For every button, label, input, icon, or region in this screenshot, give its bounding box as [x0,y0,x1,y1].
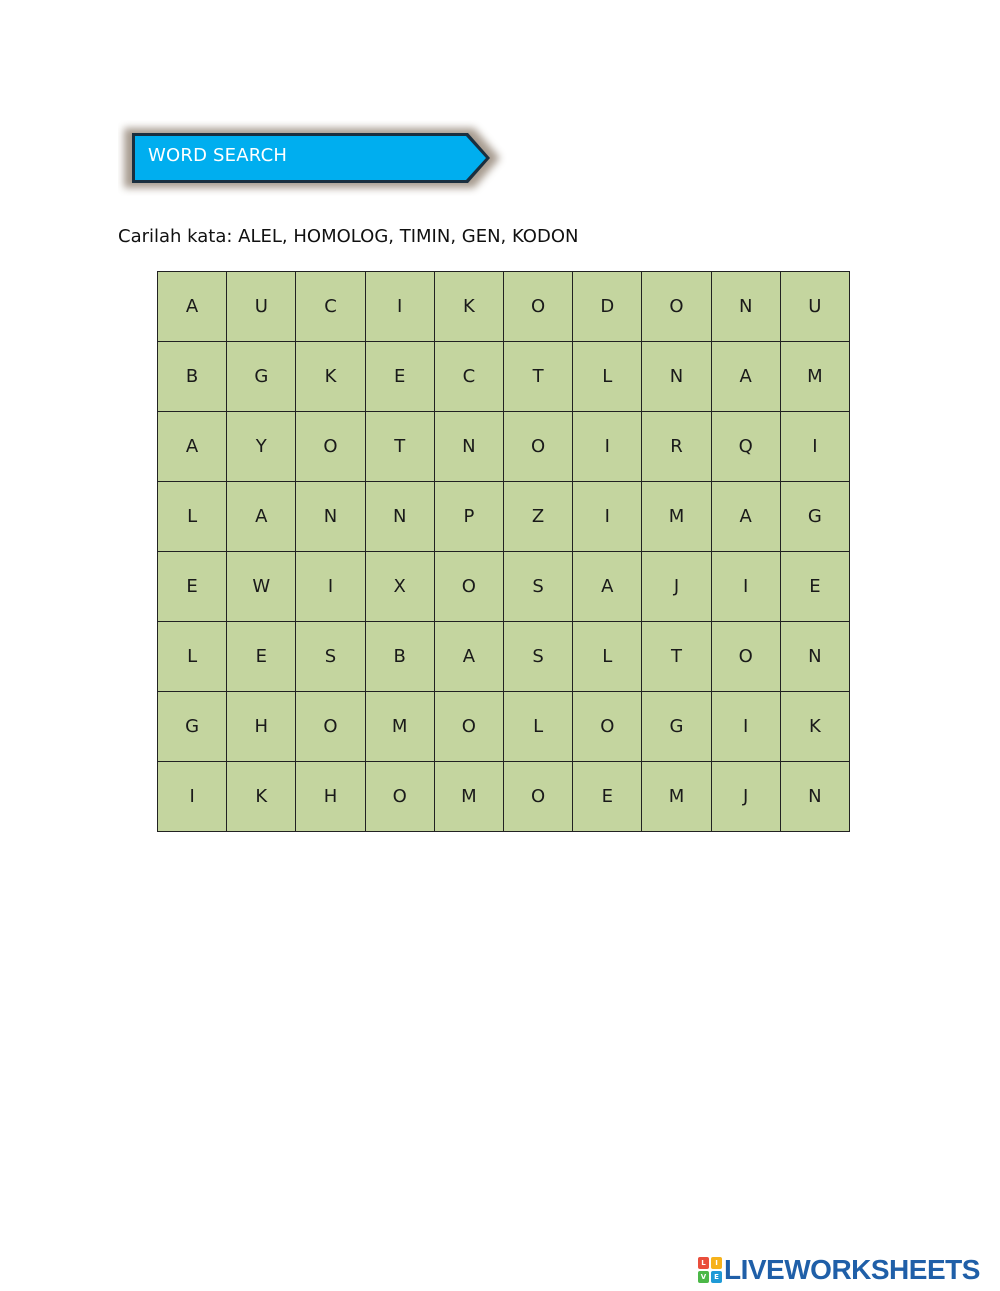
grid-cell-r7-c8[interactable]: G [642,692,711,762]
grid-cell-r8-c7[interactable]: E [573,762,642,832]
grid-cell-r6-c8[interactable]: T [642,622,711,692]
grid-cell-r7-c2[interactable]: H [227,692,296,762]
grid-cell-r1-c10[interactable]: U [781,272,850,342]
grid-cell-r7-c5[interactable]: O [435,692,504,762]
word-search-grid [157,271,850,832]
grid-cell-r7-c7[interactable]: O [573,692,642,762]
grid-cell-r3-c4[interactable]: T [366,412,435,482]
grid-cell-r1-c6[interactable]: O [504,272,573,342]
grid-cell-r5-c1[interactable]: E [158,552,227,622]
grid-cell-r2-c10[interactable]: M [781,342,850,412]
logo-mark-square: L [698,1257,709,1269]
grid-cell-r3-c5[interactable]: N [435,412,504,482]
grid-cell-r3-c6[interactable]: O [504,412,573,482]
grid-cell-r6-c6[interactable]: S [504,622,573,692]
grid-cell-r7-c4[interactable]: M [366,692,435,762]
grid-cell-r4-c10[interactable]: G [781,482,850,552]
grid-cell-r4-c6[interactable]: Z [504,482,573,552]
grid-cell-r6-c7[interactable]: L [573,622,642,692]
grid-cell-r8-c5[interactable]: M [435,762,504,832]
grid-cell-r1-c5[interactable]: K [435,272,504,342]
grid-cell-r5-c5[interactable]: O [435,552,504,622]
grid-cell-r5-c7[interactable]: A [573,552,642,622]
grid-cell-r1-c4[interactable]: I [366,272,435,342]
grid-cell-r6-c9[interactable]: O [712,622,781,692]
grid-cell-r2-c3[interactable]: K [296,342,365,412]
grid-cell-r2-c9[interactable]: A [712,342,781,412]
grid-cell-r2-c6[interactable]: T [504,342,573,412]
grid-cell-r8-c6[interactable]: O [504,762,573,832]
grid-cell-r4-c4[interactable]: N [366,482,435,552]
grid-cell-r1-c7[interactable]: D [573,272,642,342]
grid-cell-r6-c10[interactable]: N [781,622,850,692]
grid-cell-r3-c2[interactable]: Y [227,412,296,482]
title-banner [118,120,508,196]
grid-cell-r2-c4[interactable]: E [366,342,435,412]
grid-cell-r8-c1[interactable]: I [158,762,227,832]
grid-cell-r2-c8[interactable]: N [642,342,711,412]
grid-cell-r5-c3[interactable]: I [296,552,365,622]
grid-cell-r6-c4[interactable]: B [366,622,435,692]
grid-cell-r7-c3[interactable]: O [296,692,365,762]
grid-cell-r4-c5[interactable]: P [435,482,504,552]
grid-cell-r8-c9[interactable]: J [712,762,781,832]
grid-cell-r6-c5[interactable]: A [435,622,504,692]
grid-cell-r4-c8[interactable]: M [642,482,711,552]
grid-cell-r4-c9[interactable]: A [712,482,781,552]
grid-cell-r5-c4[interactable]: X [366,552,435,622]
grid-cell-r3-c1[interactable]: A [158,412,227,482]
instruction-text: Carilah kata: ALEL, HOMOLOG, TIMIN, GEN, KODON [118,226,579,247]
grid-cell-r3-c7[interactable]: I [573,412,642,482]
grid-cell-r2-c1[interactable]: B [158,342,227,412]
grid-cell-r6-c2[interactable]: E [227,622,296,692]
grid-cell-r7-c6[interactable]: L [504,692,573,762]
grid-cell-r4-c3[interactable]: N [296,482,365,552]
banner-title: WORD SEARCH [148,145,288,166]
grid-cell-r3-c8[interactable]: R [642,412,711,482]
grid-cell-r5-c6[interactable]: S [504,552,573,622]
grid-cell-r5-c10[interactable]: E [781,552,850,622]
grid-cell-r7-c10[interactable]: K [781,692,850,762]
grid-cell-r8-c4[interactable]: O [366,762,435,832]
grid-cell-r3-c3[interactable]: O [296,412,365,482]
grid-cell-r3-c10[interactable]: I [781,412,850,482]
grid-cell-r6-c1[interactable]: L [158,622,227,692]
grid-cell-r8-c10[interactable]: N [781,762,850,832]
logo-mark-square: V [698,1271,709,1283]
grid-cell-r6-c3[interactable]: S [296,622,365,692]
grid-cell-r5-c8[interactable]: J [642,552,711,622]
grid-cell-r8-c2[interactable]: K [227,762,296,832]
grid-cell-r1-c1[interactable]: A [158,272,227,342]
logo-mark-square: E [711,1271,722,1283]
grid-cell-r8-c3[interactable]: H [296,762,365,832]
grid-cell-r1-c2[interactable]: U [227,272,296,342]
grid-cell-r2-c7[interactable]: L [573,342,642,412]
grid-cell-r8-c8[interactable]: M [642,762,711,832]
grid-cell-r2-c2[interactable]: G [227,342,296,412]
liveworksheets-logo [698,1255,980,1285]
grid-cell-r7-c9[interactable]: I [712,692,781,762]
logo-mark-square: I [711,1257,722,1269]
grid-cell-r1-c3[interactable]: C [296,272,365,342]
grid-cell-r3-c9[interactable]: Q [712,412,781,482]
grid-cell-r4-c7[interactable]: I [573,482,642,552]
grid-cell-r2-c5[interactable]: C [435,342,504,412]
grid-cell-r1-c9[interactable]: N [712,272,781,342]
grid-cell-r5-c2[interactable]: W [227,552,296,622]
grid-cell-r4-c2[interactable]: A [227,482,296,552]
grid-cell-r7-c1[interactable]: G [158,692,227,762]
grid-cell-r4-c1[interactable]: L [158,482,227,552]
logo-mark-icon [698,1257,722,1283]
grid-cell-r1-c8[interactable]: O [642,272,711,342]
logo-text: LIVEWORKSHEETS [724,1254,980,1285]
grid-cell-r5-c9[interactable]: I [712,552,781,622]
